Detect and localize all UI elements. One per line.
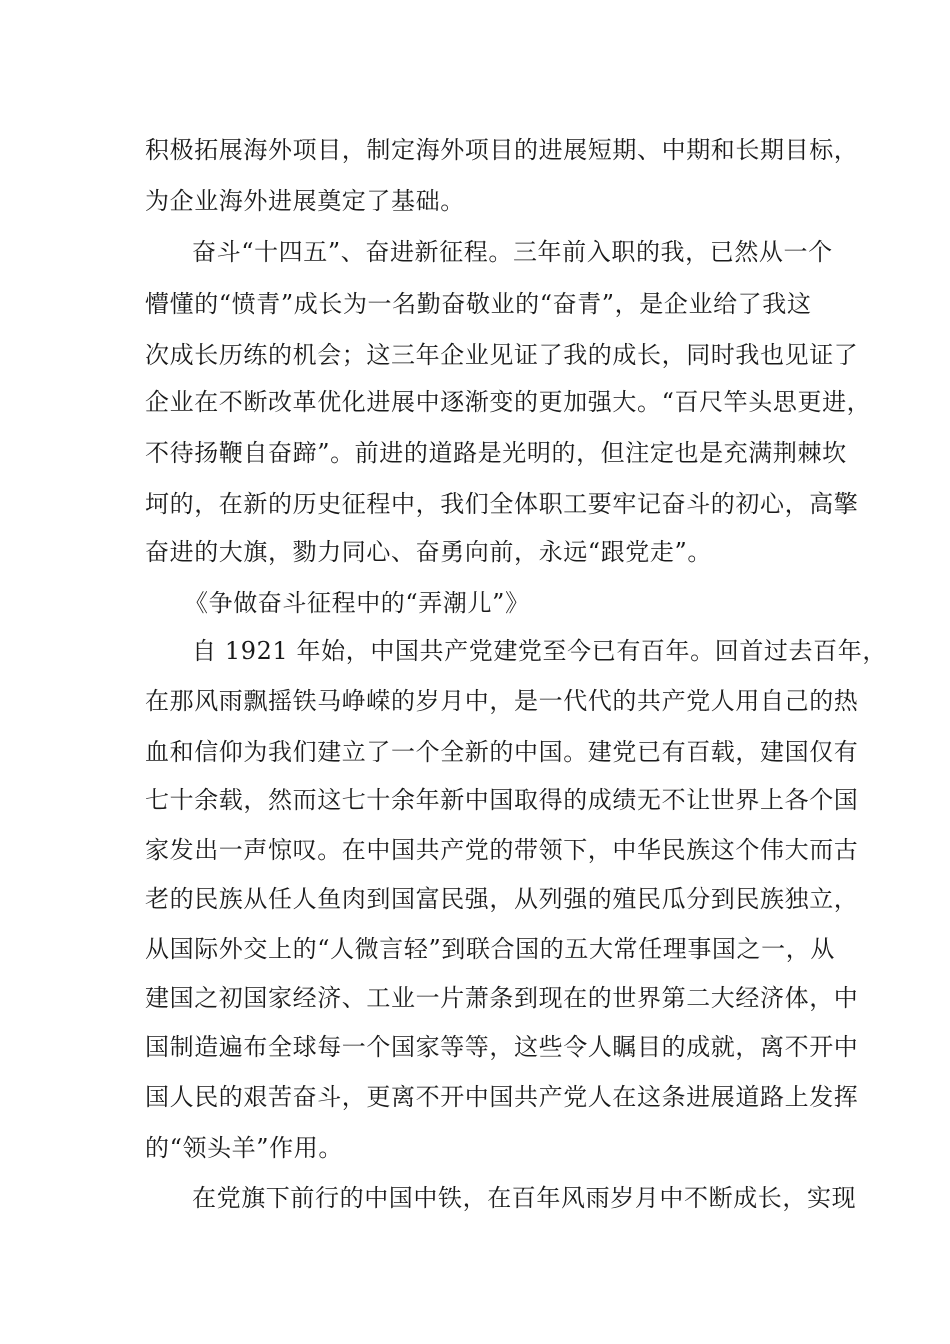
text-line-13: 血和信仰为我们建立了一个全新的中国。建党已有百载，建国仅有 — [145, 738, 859, 766]
text-line-16: 老的民族从任人鱼肉到国富民强，从列强的殖民瓜分到民族独立， — [145, 885, 859, 913]
text-line-19: 国制造遍布全球每一个国家等等，这些令人瞩目的成就，离不开中 — [145, 1033, 859, 1061]
section-heading: 《争做奋斗征程中的“弄潮儿”》 — [184, 589, 530, 617]
text-line-2: 为企业海外进展奠定了基础。 — [145, 187, 465, 215]
text-line-6: 企业在不断改革优化进展中逐渐变的更加强大。“百尺竿头思更进， — [145, 388, 872, 416]
text-line-12: 在那风雨飘摇铁马峥嵘的岁月中，是一代代的共产党人用自己的热 — [145, 687, 859, 715]
text-line-14: 七十余载，然而这七十余年新中国取得的成绩无不让世界上各个国 — [145, 786, 859, 814]
text-line-22: 在党旗下前行的中国中铁，在百年风雨岁月中不断成长，实现 — [192, 1184, 857, 1212]
text-line-1: 积极拓展海外项目，制定海外项目的进展短期、中期和长期目标， — [145, 136, 859, 164]
text-line-17: 从国际外交上的“人微言轻”到联合国的五大常任理事国之一，从 — [145, 935, 835, 963]
text-line-21: 的“领头羊”作用。 — [145, 1134, 343, 1162]
text-line-9: 奋进的大旗，勠力同心、奋勇向前，永远“跟党走”。 — [145, 538, 712, 566]
text-line-5: 次成长历练的机会；这三年企业见证了我的成长，同时我也见证了 — [145, 341, 859, 369]
text-line-20: 国人民的艰苦奋斗，更离不开中国共产党人在这条进展道路上发挥 — [145, 1083, 859, 1111]
text-line-4: 懵懂的“愤青”成长为一名勤奋敬业的“奋青”，是企业给了我这 — [145, 290, 812, 318]
text-line-3: 奋斗“十四五”、奋进新征程。三年前入职的我，已然从一个 — [192, 238, 833, 266]
text-line-7: 不待扬鞭自奋蹄”。前进的道路是光明的，但注定也是充满荆棘坎 — [145, 439, 847, 467]
text-line-15: 家发出一声惊叹。在中国共产党的带领下，中华民族这个伟大而古 — [145, 836, 859, 864]
text-line-11: 自 1921 年始，中国共产党建党至今已有百年。回首过去百年， — [192, 637, 887, 665]
text-line-18: 建国之初国家经济、工业一片萧条到现在的世界第二大经济体，中 — [145, 984, 859, 1012]
text-line-8: 坷的，在新的历史征程中，我们全体职工要牢记奋斗的初心，高擎 — [145, 490, 859, 518]
